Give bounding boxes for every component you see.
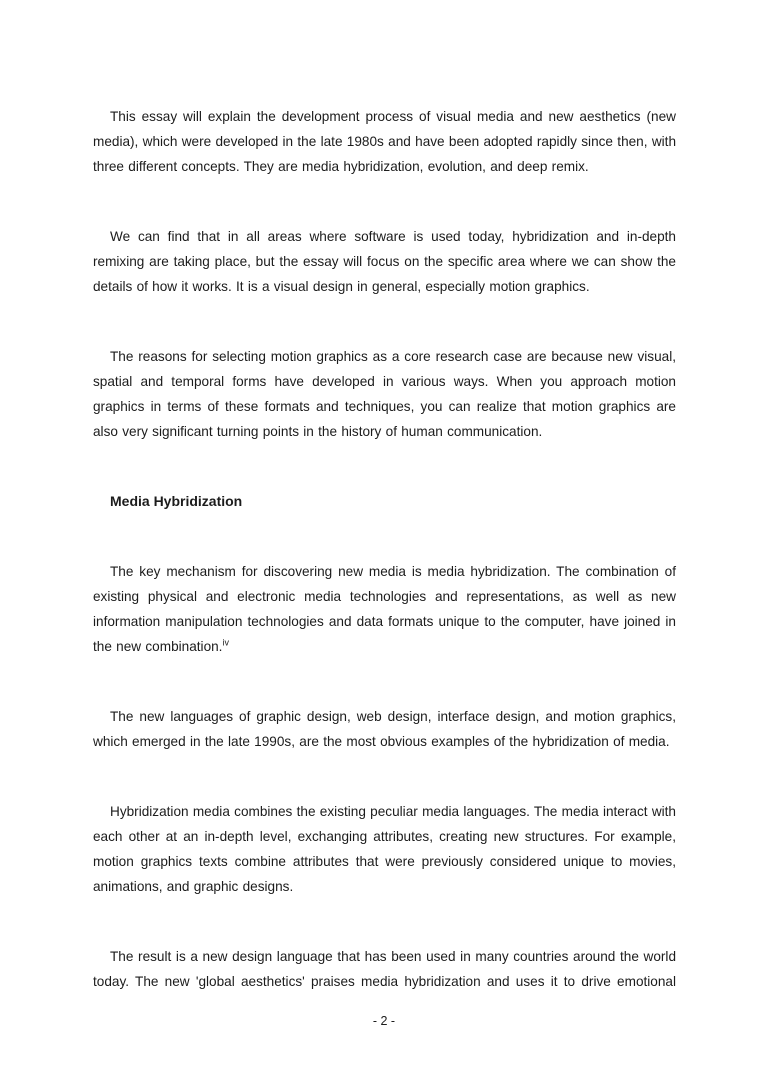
page-number: - 2 - <box>372 1014 396 1028</box>
paragraph-essay-overview: This essay will explain the development process of visual media and new aesthetics (new media), which were developed in the late 1980s and have been adopted rapidly since then, with three different concepts. They are media hybridization, evolution, and deep remix. <box>93 109 676 174</box>
paragraph-new-languages: The new languages of graphic design, web design, interface design, and motion graphics, which emerged in the late 1990s, are the most obvious examples of the hybridization of media. <box>93 709 676 749</box>
paragraph-result-global-aesthetics: The result is a new design language that has been used in many countries around the world today. The new 'global aesthetics' praises media hybridization and uses it to drive emotional <box>93 949 676 989</box>
paragraph-reasons-motion-graphics: The reasons for selecting motion graphics as a core research case are because new visual, spatial and temporal forms have developed in various ways. When you approach motion graphics in terms of these formats and techniques, you can realize that motion graphics are also very significant turning points in the history of human communication. <box>93 349 676 439</box>
paragraph-hybridization-combines: Hybridization media combines the existing peculiar media languages. The media interact with each other at an in-depth level, exchanging attributes, creating new structures. For example, motion graphics texts combine attributes that were previously considered unique to movies, animations, and graphic designs. <box>93 804 676 894</box>
paragraph-key-mechanism-text: The key mechanism for discovering new media is media hybridization. The combination of existing physical and electronic media technologies and representations, as well as new information manipulation technologies and data formats unique to the computer, have joined in the new combination. <box>93 564 676 654</box>
document-body <box>93 104 676 994</box>
endnote-marker-iv: iv <box>222 637 229 648</box>
paragraph-software-areas: We can find that in all areas where software is used today, hybridization and in-depth remixing are taking place, but the essay will focus on the specific area where we can show the details of how it works. It is a visual design in general, especially motion graphics. <box>93 229 676 294</box>
paragraph-key-mechanism <box>93 559 676 659</box>
section-heading-media-hybridization: Media Hybridization <box>110 493 243 509</box>
